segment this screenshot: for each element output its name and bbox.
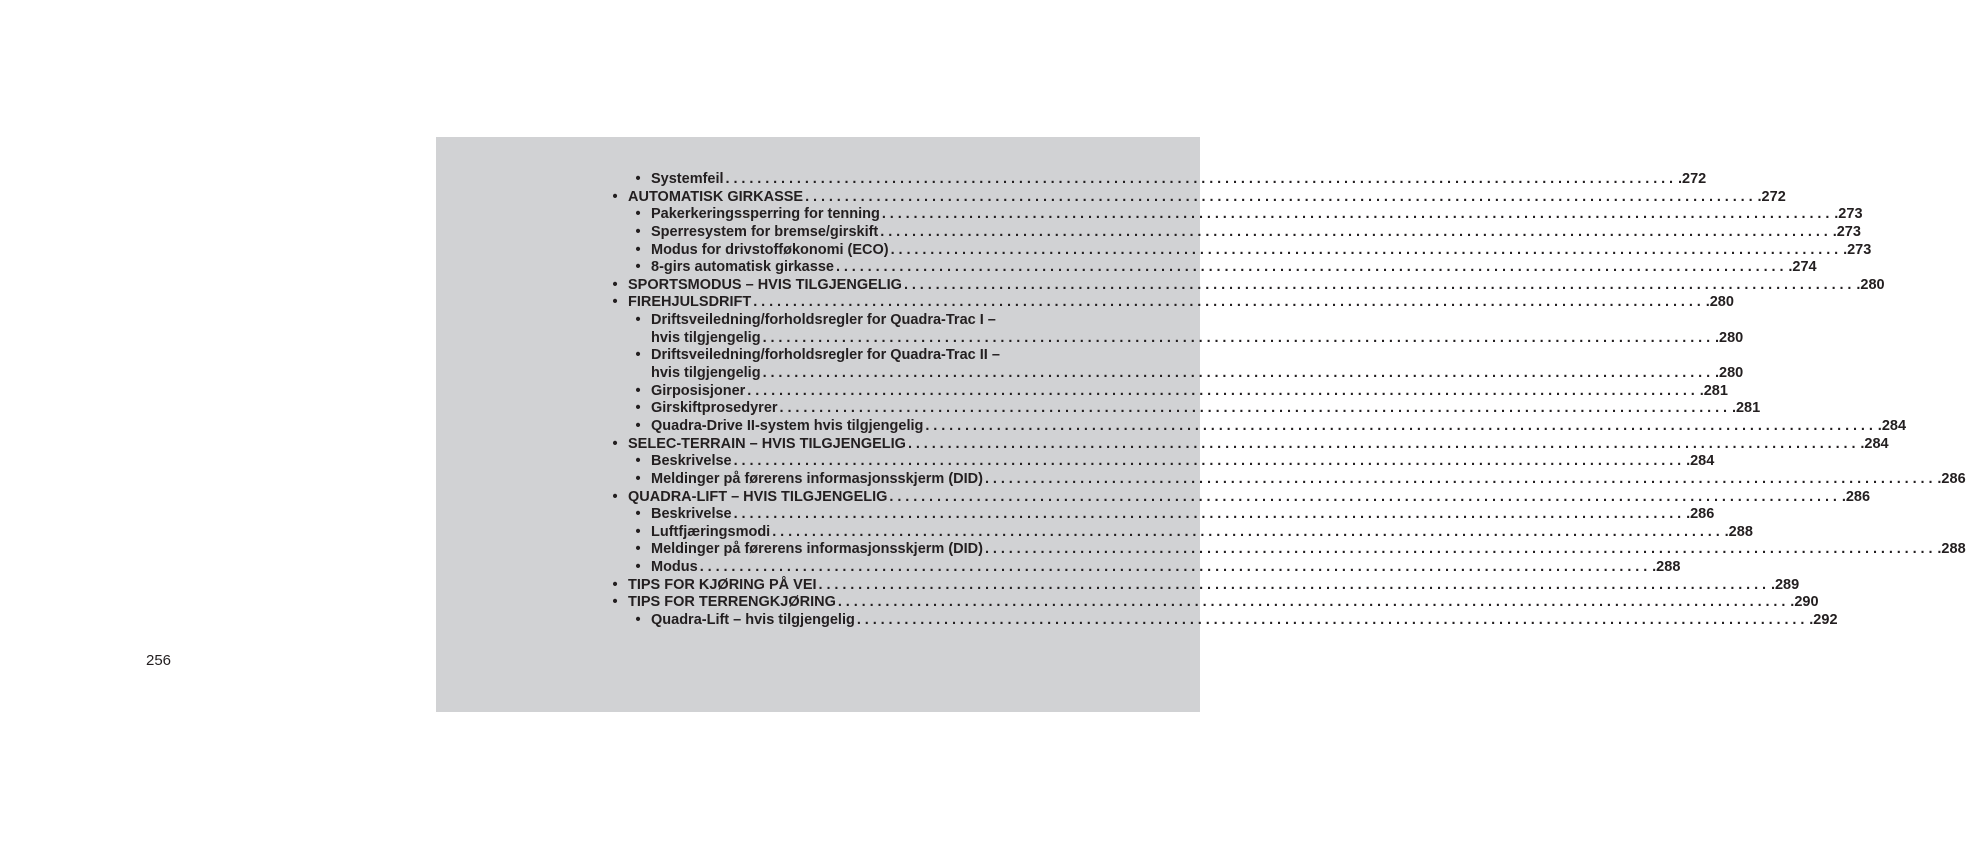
toc-entry-label: hvis tilgjengelig [651, 329, 761, 346]
dot-leader: ........................................................................................................................ [805, 188, 1757, 205]
dot-leader: ........................................................................................................................ [890, 241, 1843, 258]
toc-entry-label: AUTOMATISK GIRKASSE [628, 188, 804, 205]
dot-leader: ........................................................................................................................ [984, 541, 1937, 558]
table-of-contents [610, 171, 1966, 630]
toc-entry [610, 541, 1966, 559]
toc-entry-text [628, 294, 1734, 312]
toc-entry-text [651, 347, 1153, 365]
toc-entry-label: Pakerkeringssperring for tenning [651, 206, 880, 223]
toc-entry [610, 259, 1817, 277]
toc-entry-page: .288 [1652, 559, 1681, 576]
toc-entry-page: .288 [1937, 541, 1966, 558]
dot-leader: ........................................................................................................................ [907, 435, 1860, 452]
toc-entry-label: 8-girs automatisk girkasse [651, 259, 834, 276]
dot-leader: ........................................................................................................................ [772, 523, 1724, 540]
toc-entry-text [651, 312, 1153, 330]
bullet-icon: • [635, 541, 641, 558]
toc-entry-text [628, 276, 1885, 295]
toc-entry [610, 188, 1786, 207]
toc-entry [610, 276, 1885, 295]
toc-entry-text [628, 435, 1889, 454]
toc-entry [610, 171, 1707, 189]
toc-entry [610, 206, 1863, 224]
toc-entry [610, 453, 1715, 471]
toc-entry-label: hvis tilgjengelig [651, 365, 761, 382]
toc-entry-text [651, 365, 1744, 383]
dot-leader: ........................................................................................................................ [881, 206, 1834, 223]
dot-leader: ........................................................................................................................ [818, 576, 1770, 593]
toc-entry-label: Quadra-Lift – hvis tilgjengelig [651, 612, 855, 629]
page-number: 256 [146, 652, 172, 669]
toc-entry-text [628, 576, 1800, 595]
toc-entry-page: .286 [1937, 470, 1966, 487]
toc-entry-text [651, 506, 1715, 524]
toc-entry-page: .281 [1699, 382, 1728, 399]
toc-entry-label: Driftsveiledning/forholdsregler for Quadra-Trac I – [651, 312, 996, 329]
toc-entry-page: .280 [1715, 365, 1744, 382]
toc-entry [610, 559, 1681, 577]
dot-leader: ........................................................................................................................ [984, 470, 1937, 487]
toc-entry-label: Modus [651, 559, 698, 576]
toc-entry-page: .273 [1832, 223, 1861, 240]
bullet-icon: • [612, 294, 618, 311]
toc-entry-label: Beskrivelse [651, 453, 732, 470]
toc-entry-page: .284 [1860, 435, 1889, 452]
toc-entry-label: TIPS FOR KJØRING PÅ VEI [628, 576, 817, 593]
dot-leader: ........................................................................................................................ [733, 506, 1686, 523]
toc-entry-text [651, 206, 1863, 224]
toc-entry [610, 382, 1728, 401]
toc-entry-label: Driftsveiledning/forholdsregler for Quadra-Trac II – [651, 347, 1000, 364]
bullet-icon: • [612, 188, 618, 205]
dot-leader: ........................................................................................................................ [925, 417, 1877, 434]
toc-entry [610, 470, 1966, 489]
toc-entry-page: .280 [1705, 294, 1734, 311]
toc-entry-page: .273 [1834, 206, 1863, 223]
toc-entry [610, 365, 1744, 383]
bullet-icon: • [635, 347, 641, 364]
dot-leader: ........................................................................................................................ [856, 612, 1809, 629]
toc-entry-label: Sperresystem for bremse/girskift [651, 223, 879, 240]
dot-leader: ........................................................................................................................ [699, 559, 1652, 576]
toc-entry-text [651, 523, 1753, 542]
toc-entry-page: .284 [1877, 417, 1907, 434]
bullet-icon: • [635, 453, 641, 470]
toc-entry-label: Meldinger på førerens informasjonsskjerm (DID) [651, 541, 983, 558]
toc-entry-label: Systemfeil [651, 171, 724, 187]
toc-entry [610, 312, 1153, 330]
dot-leader: ........................................................................................................................ [837, 594, 1790, 611]
toc-entry-label: Modus for drivstofføkonomi (ECO) [651, 241, 889, 258]
toc-entry-text [651, 470, 1966, 489]
bullet-icon: • [635, 506, 641, 523]
toc-entry [610, 223, 1861, 242]
dot-leader: ........................................................................................................................ [725, 171, 1677, 187]
toc-entry-label: Quadra-Drive II-system hvis tilgjengelig [651, 417, 924, 434]
toc-entry-text [651, 329, 1744, 348]
dot-leader: ........................................................................................................................ [880, 223, 1832, 240]
toc-entry-text [651, 241, 1872, 260]
toc-entry-label: Beskrivelse [651, 506, 732, 523]
toc-entry-text [651, 223, 1861, 242]
toc-entry-text [651, 541, 1966, 559]
toc-entry [610, 417, 1907, 436]
dot-leader: ........................................................................................................................ [889, 488, 1841, 505]
toc-entry-text [651, 259, 1817, 277]
dot-leader: ........................................................................................................................ [733, 453, 1686, 470]
bullet-icon: • [635, 259, 641, 276]
toc-entry-label: Girposisjoner [651, 382, 746, 399]
bullet-icon: • [635, 417, 641, 434]
bullet-icon: • [635, 171, 641, 187]
toc-entry [610, 612, 1838, 630]
toc-entry-text [651, 559, 1681, 577]
toc-entry-label: FIREHJULSDRIFT [628, 294, 752, 311]
dot-leader: ........................................................................................................................ [835, 259, 1788, 276]
toc-entry [610, 347, 1153, 365]
toc-entry [610, 594, 1819, 612]
toc-entry-label: Luftfjæringsmodi [651, 523, 771, 540]
toc-entry-text [651, 612, 1838, 630]
bullet-icon: • [635, 312, 641, 329]
toc-entry [610, 400, 1761, 418]
toc-entry [610, 506, 1715, 524]
toc-entry-text [651, 453, 1715, 471]
bullet-icon: • [635, 241, 641, 258]
toc-entry-page: .274 [1788, 259, 1817, 276]
toc-entry-label: Meldinger på førerens informasjonsskjerm (DID) [651, 470, 983, 487]
dot-leader: ........................................................................................................................ [762, 329, 1715, 346]
bullet-icon: • [635, 206, 641, 223]
bullet-icon: • [635, 223, 641, 240]
toc-entry-text [651, 382, 1728, 401]
toc-entry [610, 576, 1800, 595]
toc-entry-page: .273 [1843, 241, 1872, 258]
toc-entry-page: .292 [1809, 612, 1838, 629]
toc-entry-text [651, 400, 1761, 418]
bullet-icon: • [612, 576, 618, 593]
toc-entry-label: Girskiftprosedyrer [651, 400, 778, 417]
toc-entry [610, 329, 1744, 348]
bullet-icon: • [612, 435, 618, 452]
toc-entry-page: .288 [1724, 523, 1753, 540]
toc-entry-text [628, 488, 1871, 507]
bullet-icon: • [635, 400, 641, 417]
toc-entry-text [628, 594, 1819, 612]
toc-entry [610, 241, 1872, 260]
toc-entry-page: .284 [1686, 453, 1715, 470]
bullet-icon: • [635, 523, 641, 540]
dot-leader: ........................................................................................................................ [903, 276, 1856, 293]
toc-entry-text [651, 417, 1907, 436]
toc-entry-page: .289 [1770, 576, 1800, 593]
toc-entry-text [628, 188, 1786, 207]
toc-entry-page: .286 [1841, 488, 1871, 505]
toc-entry-page: .286 [1686, 506, 1715, 523]
dot-leader: ........................................................................................................................ [779, 400, 1731, 417]
dot-leader: ........................................................................................................................ [762, 365, 1715, 382]
toc-entry-label: QUADRA-LIFT – HVIS TILGJENGELIG [628, 488, 888, 505]
toc-entry-page: .272 [1677, 171, 1707, 187]
bullet-icon: • [635, 612, 641, 629]
bullet-icon: • [635, 559, 641, 576]
bullet-icon: • [612, 276, 618, 293]
toc-entry-page: .280 [1715, 329, 1744, 346]
bullet-icon: • [612, 488, 618, 505]
dot-leader: ........................................................................................................................ [753, 294, 1705, 311]
bullet-icon: • [635, 382, 641, 399]
bullet-icon: • [635, 470, 641, 487]
bullet-icon: • [612, 594, 618, 611]
toc-entry-page: .280 [1856, 276, 1885, 293]
toc-entry-label: SPORTSMODUS – HVIS TILGJENGELIG [628, 276, 902, 293]
toc-entry-label: TIPS FOR TERRENGKJØRING [628, 594, 836, 611]
toc-entry [610, 294, 1734, 312]
toc-entry-page: .272 [1757, 188, 1786, 205]
toc-entry [610, 488, 1871, 507]
toc-entry-label: SELEC-TERRAIN – HVIS TILGJENGELIG [628, 435, 906, 452]
toc-entry-text [651, 171, 1707, 189]
toc-entry-page: .290 [1790, 594, 1819, 611]
toc-entry [610, 435, 1889, 454]
dot-leader: ........................................................................................................................ [747, 382, 1699, 399]
toc-entry-page: .281 [1731, 400, 1761, 417]
toc-entry [610, 523, 1753, 542]
